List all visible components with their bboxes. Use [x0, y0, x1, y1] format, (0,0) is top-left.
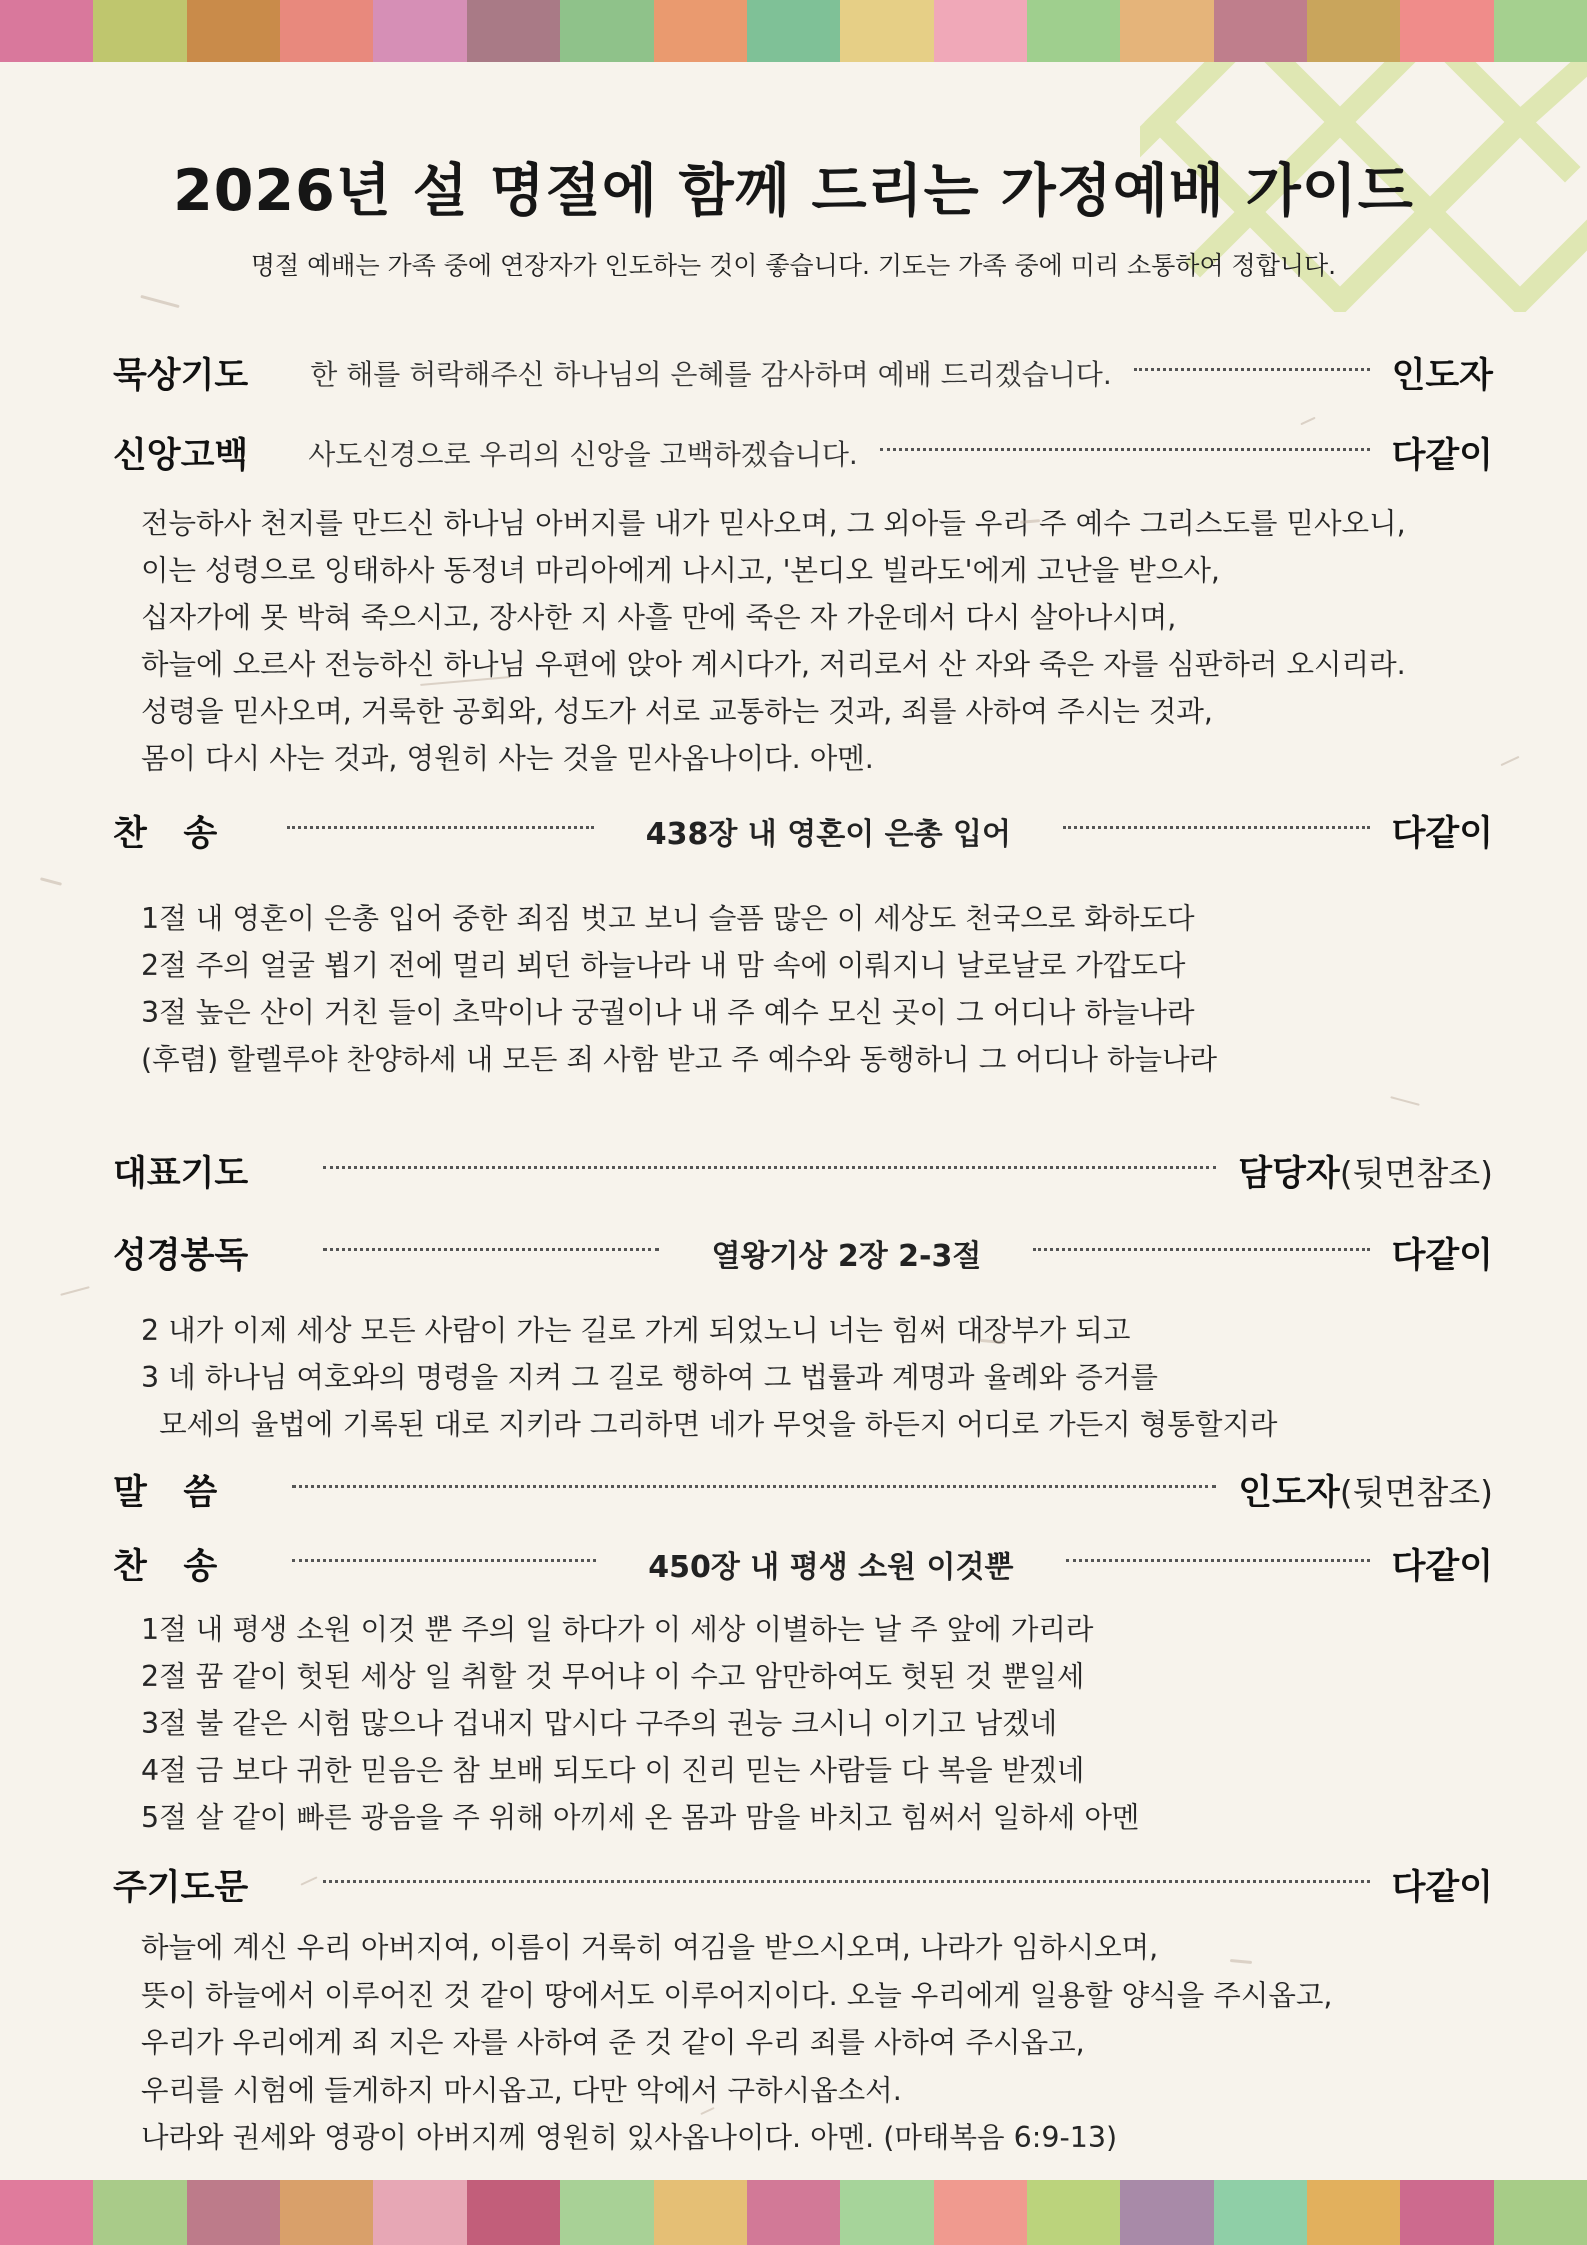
dotted-leader	[1033, 1248, 1369, 1251]
order-lords-prayer-row	[113, 1860, 1493, 1910]
prayer-line: 나라와 권세와 영광이 아버지께 영원히 있사옵나이다. 아멘. (마태복음 6:9-13)	[141, 2121, 1118, 2154]
order-reading-row	[113, 1228, 1493, 1278]
hymn-verse: 1절 내 평생 소원 이것 뿐 주의 일 하다가 이 세상 이별하는 날 주 앞에 가리라	[141, 1613, 1094, 1646]
hymn2-label: 찬 송	[113, 1547, 218, 1587]
scripture-verse: 2 내가 이제 세상 모든 사람이 가는 길로 가게 되었노니 너는 힘써 대장부가 되고	[141, 1314, 1131, 1347]
hymn-verse: 4절 금 보다 귀한 믿음은 참 보배 되도다 이 진리 믿는 사람들 다 복을 받겠네	[141, 1754, 1085, 1787]
stripe-segment	[934, 0, 1027, 62]
hymn-refrain: (후렴) 할렐루야 찬양하세 내 모든 죄 사함 받고 주 예수와 동행하니 그 어디나 하늘나라	[141, 1043, 1218, 1076]
hymn2-title: 450장 내 평생 소원 이것뿐	[648, 1550, 1014, 1585]
dotted-leader	[1066, 1559, 1370, 1562]
order-hymn2-row	[113, 1539, 1493, 1589]
stripe-segment	[373, 2180, 466, 2245]
dotted-leader	[1134, 368, 1370, 371]
lords-prayer-text	[141, 1924, 1521, 2162]
stripe-segment	[1400, 2180, 1493, 2245]
stripe-segment	[467, 2180, 560, 2245]
order-prayer-row	[113, 1146, 1493, 1196]
dotted-leader	[292, 1559, 596, 1562]
order-meditation-row	[113, 348, 1493, 398]
hymn1-leader: 다같이	[1391, 814, 1494, 854]
stripe-segment	[934, 2180, 1027, 2245]
creed-line: 십자가에 못 박혀 죽으시고, 장사한 지 사흘 만에 죽은 자 가운데서 다시 살아나시며,	[141, 601, 1177, 634]
hymn-verse: 2절 꿈 같이 헛된 세상 일 취할 것 무어냐 이 수고 암만하여도 헛된 것 뿐일세	[141, 1660, 1085, 1693]
stripe-segment	[747, 0, 840, 62]
paper-fiber	[1300, 417, 1315, 426]
reading-label: 성경봉독	[113, 1236, 249, 1276]
stripe-segment	[467, 0, 560, 62]
paper-fiber	[140, 295, 179, 308]
stripe-segment	[654, 2180, 747, 2245]
stripe-segment	[1494, 0, 1587, 62]
paper-fiber	[60, 1286, 89, 1296]
stripe-segment	[1307, 0, 1400, 62]
prayer-line: 우리를 시험에 들게하지 마시옵고, 다만 악에서 구하시옵소서.	[141, 2073, 902, 2107]
creed-line: 성령을 믿사오며, 거룩한 공회와, 성도가 서로 교통하는 것과, 죄를 사하여 주시는 것과,	[141, 695, 1213, 728]
lords-prayer-leader: 다같이	[1391, 1868, 1493, 1908]
stripe-segment	[747, 2180, 840, 2245]
reading-reference: 열왕기상 2장 2-3절	[711, 1239, 982, 1274]
dotted-leader	[880, 448, 1370, 451]
dotted-leader	[1063, 826, 1370, 829]
stripe-segment	[93, 0, 186, 62]
creed-line: 몸이 다시 사는 것과, 영원히 사는 것을 믿사옵나이다. 아멘.	[141, 742, 874, 775]
stripe-segment	[1400, 0, 1493, 62]
sermon-label: 말 씀	[113, 1473, 218, 1513]
apostles-creed-text	[141, 500, 1521, 782]
stripe-segment	[1214, 0, 1307, 62]
creed-label: 신앙고백	[113, 436, 249, 476]
creed-line: 전능하사 천지를 만드신 하나님 아버지를 내가 믿사오며, 그 외아들 우리 주 예수 그리스도를 믿사오니,	[141, 507, 1406, 540]
stripe-segment	[1494, 2180, 1587, 2245]
scripture-text	[141, 1307, 1521, 1448]
creed-line: 이는 성령으로 잉태하사 동정녀 마리아에게 나시고, '본디오 빌라도'에게 고난을 받으사,	[141, 554, 1220, 587]
page-title: 2026년 설 명절에 함께 드리는 가정예배 가이드	[173, 158, 1414, 224]
stripe-segment	[1120, 0, 1213, 62]
paper-fiber	[1390, 1096, 1419, 1106]
stripe-segment	[93, 2180, 186, 2245]
creed-description: 사도신경으로 우리의 신앙을 고백하겠습니다.	[308, 438, 858, 471]
hymn-verse: 3절 높은 산이 거친 들이 초막이나 궁궐이나 내 주 예수 모신 곳이 그 어디나 하늘나라	[141, 996, 1195, 1029]
paper-fiber	[40, 877, 62, 886]
stripe-segment	[1214, 2180, 1307, 2245]
prayer-label: 대표기도	[113, 1154, 249, 1194]
creed-leader: 다같이	[1391, 436, 1493, 476]
stripe-segment	[1307, 2180, 1400, 2245]
dotted-leader	[323, 1880, 1369, 1883]
stripe-segment	[280, 0, 373, 62]
dotted-leader	[323, 1248, 659, 1251]
hymn-verse: 5절 살 같이 빠른 광음을 주 위해 아끼세 온 몸과 맘을 바치고 힘써서 일하세 아멘	[141, 1801, 1140, 1834]
stripe-segment	[373, 0, 466, 62]
meditation-label: 묵상기도	[113, 356, 249, 396]
order-sermon-row	[113, 1465, 1493, 1515]
stripe-segment	[1027, 2180, 1120, 2245]
stripe-segment	[654, 0, 747, 62]
stripe-segment	[1120, 2180, 1213, 2245]
hymn2-lyrics	[141, 1606, 1521, 1841]
prayer-line: 뜻이 하늘에서 이루어진 것 같이 땅에서도 이루어지이다. 오늘 우리에게 일용할 양식을 주시옵고,	[141, 1978, 1333, 2012]
prayer-line: 하늘에 계신 우리 아버지여, 이름이 거룩히 여김을 받으시오며, 나라가 임하시오며,	[141, 1931, 1159, 1964]
meditation-description: 한 해를 허락해주신 하나님의 은혜를 감사하며 예배 드리겠습니다.	[310, 358, 1112, 391]
sermon-leader: 인도자(뒷면참조)	[1238, 1473, 1493, 1513]
order-creed-row	[113, 428, 1493, 478]
stripe-segment	[1027, 0, 1120, 62]
order-hymn1-row	[113, 806, 1493, 856]
bottom-color-stripe	[0, 2180, 1587, 2245]
scripture-verse: 3 네 하나님 여호와의 명령을 지켜 그 길로 행하여 그 법률과 계명과 율례와 증거를	[141, 1361, 1158, 1394]
prayer-leader: 담당자(뒷면참조)	[1238, 1154, 1493, 1194]
stripe-segment	[560, 0, 653, 62]
stripe-segment	[0, 0, 93, 62]
top-color-stripe	[0, 0, 1587, 62]
stripe-segment	[840, 0, 933, 62]
stripe-segment	[187, 0, 280, 62]
stripe-segment	[280, 2180, 373, 2245]
stripe-segment	[840, 2180, 933, 2245]
hymn1-title: 438장 내 영혼이 은총 입어	[645, 817, 1011, 852]
hymn-verse: 1절 내 영혼이 은총 입어 중한 죄짐 벗고 보니 슬픔 많은 이 세상도 천국으로 화하도다	[141, 902, 1195, 935]
hymn2-leader: 다같이	[1391, 1547, 1494, 1587]
hymn-verse: 3절 불 같은 시험 많으나 겁내지 맙시다 구주의 권능 크시니 이기고 남겠네	[141, 1707, 1058, 1740]
dotted-leader	[292, 1485, 1216, 1488]
lords-prayer-label: 주기도문	[113, 1868, 249, 1908]
stripe-segment	[187, 2180, 280, 2245]
reading-leader: 다같이	[1391, 1236, 1493, 1276]
hymn1-lyrics	[141, 895, 1521, 1083]
dotted-leader	[287, 826, 594, 829]
hymn1-label: 찬 송	[113, 814, 218, 854]
meditation-leader: 인도자	[1391, 356, 1493, 396]
scripture-verse: 모세의 율법에 기록된 대로 지키라 그리하면 네가 무엇을 하든지 어디로 가든지 형통할지라	[141, 1408, 1278, 1441]
page-subtitle: 명절 예배는 가족 중에 연장자가 인도하는 것이 좋습니다. 기도는 가족 중에 미리 소통하여 정합니다.	[250, 251, 1337, 280]
hymn-verse: 2절 주의 얼굴 뵙기 전에 멀리 뵈던 하늘나라 내 맘 속에 이뤄지니 날로날로 가깝도다	[141, 949, 1186, 982]
prayer-line: 우리가 우리에게 죄 지은 자를 사하여 준 것 같이 우리 죄를 사하여 주시옵고,	[141, 2026, 1085, 2059]
dotted-leader	[323, 1166, 1216, 1169]
creed-line: 하늘에 오르사 전능하신 하나님 우편에 앉아 계시다가, 저리로서 산 자와 죽은 자를 심판하러 오시리라.	[141, 648, 1406, 681]
stripe-segment	[0, 2180, 93, 2245]
stripe-segment	[560, 2180, 653, 2245]
